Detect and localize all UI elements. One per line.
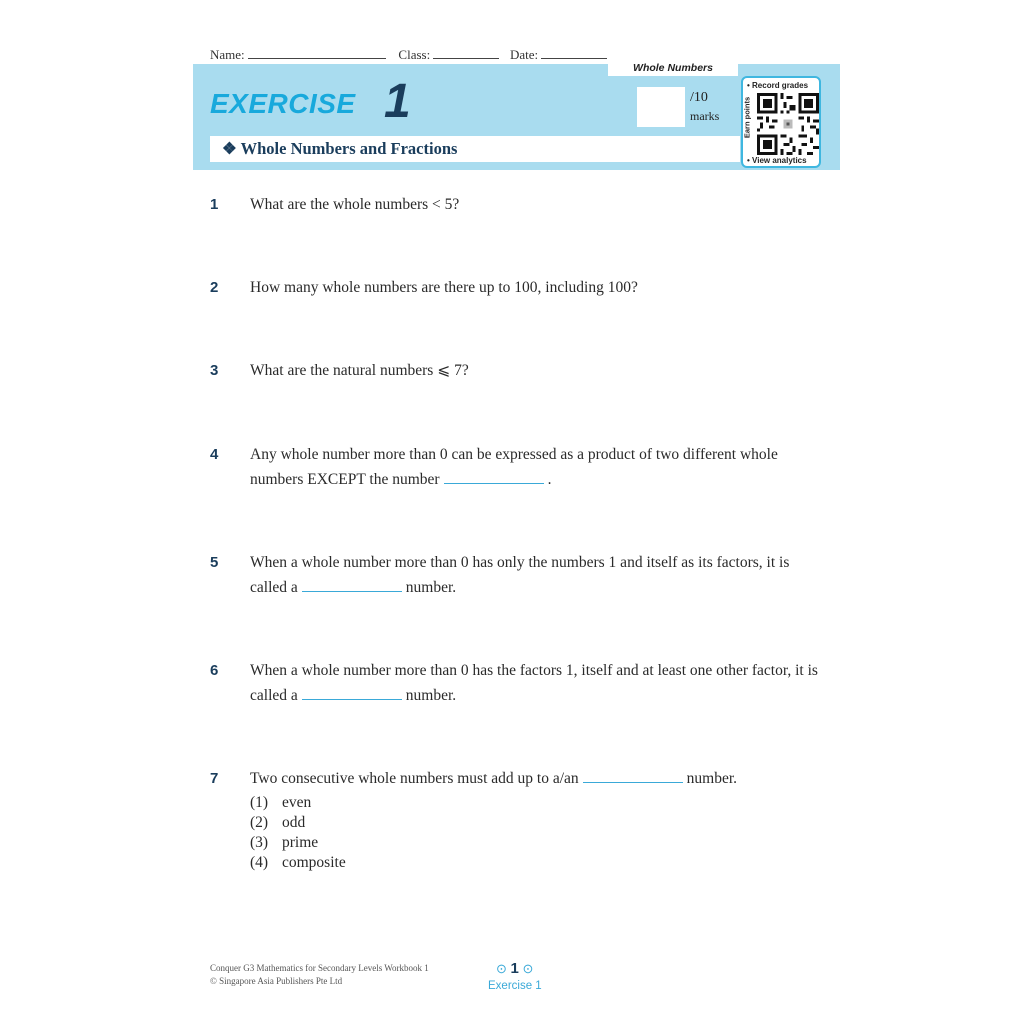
question-text: Any whole number more than 0 can be expressed as a product of two different whole numbers EXCEPT the number .: [250, 446, 778, 488]
marks-box[interactable]: [637, 87, 685, 127]
question-text: When a whole number more than 0 has the factors 1, itself and at least one other factor, it is called a number.: [250, 662, 818, 704]
header-fields: [210, 46, 607, 63]
qr-earn-points: Earn points: [742, 96, 752, 139]
option-item[interactable]: (2) odd: [250, 814, 306, 831]
question-number: 1: [210, 196, 219, 213]
exercise-number: 1: [384, 75, 411, 128]
marks-word: marks: [690, 109, 720, 123]
name-label: Name:: [210, 47, 245, 62]
qr-record-grades: • Record grades: [747, 81, 809, 90]
exercise-subtitle: ❖ Whole Numbers and Fractions: [222, 139, 458, 158]
qr-code-icon[interactable]: [757, 93, 819, 155]
class-field[interactable]: [433, 46, 499, 59]
footer-copyright: © Singapore Asia Publishers Pte Ltd: [210, 976, 343, 986]
question-text: What are the whole numbers < 5?: [250, 196, 460, 213]
topic-tab: Whole Numbers: [608, 60, 738, 76]
question-number: 2: [210, 279, 219, 296]
page-label: Exercise 1: [488, 980, 542, 992]
answer-blank[interactable]: [302, 577, 402, 592]
option-item[interactable]: (4) composite: [250, 854, 346, 871]
class-label: Class:: [398, 47, 431, 62]
date-field[interactable]: [541, 46, 607, 59]
question-number: 7: [210, 770, 219, 787]
footer-book-title: Conquer G3 Mathematics for Secondary Levels Workbook 1: [210, 963, 429, 973]
exercise-title: EXERCISE: [210, 88, 356, 119]
question-number: 4: [210, 446, 219, 463]
question-number: 3: [210, 362, 219, 379]
answer-blank[interactable]: [444, 469, 544, 484]
name-field[interactable]: [248, 46, 386, 59]
question-text: What are the natural numbers ⩽ 7?: [250, 362, 469, 379]
question-number: 6: [210, 662, 219, 679]
option-item[interactable]: (1) even: [250, 794, 312, 811]
answer-blank[interactable]: [583, 768, 683, 783]
qr-view-analytics: • View analytics: [747, 156, 807, 165]
question-number: 5: [210, 554, 219, 571]
circle-dot-icon: ⊙: [496, 961, 507, 976]
marks-total: /10: [690, 90, 708, 105]
date-label: Date:: [509, 47, 539, 62]
question-text: Two consecutive whole numbers must add up to a/an number.: [250, 770, 738, 787]
answer-blank[interactable]: [302, 685, 402, 700]
circle-dot-icon: ⊙: [522, 961, 534, 976]
option-item[interactable]: (3) prime: [250, 834, 319, 851]
page-number: ⊙ 1 ⊙: [496, 960, 534, 977]
question-text: When a whole number more than 0 has only the numbers 1 and itself as its factors, it is called a number.: [250, 554, 790, 596]
question-text: How many whole numbers are there up to 100, including 100?: [250, 279, 638, 296]
